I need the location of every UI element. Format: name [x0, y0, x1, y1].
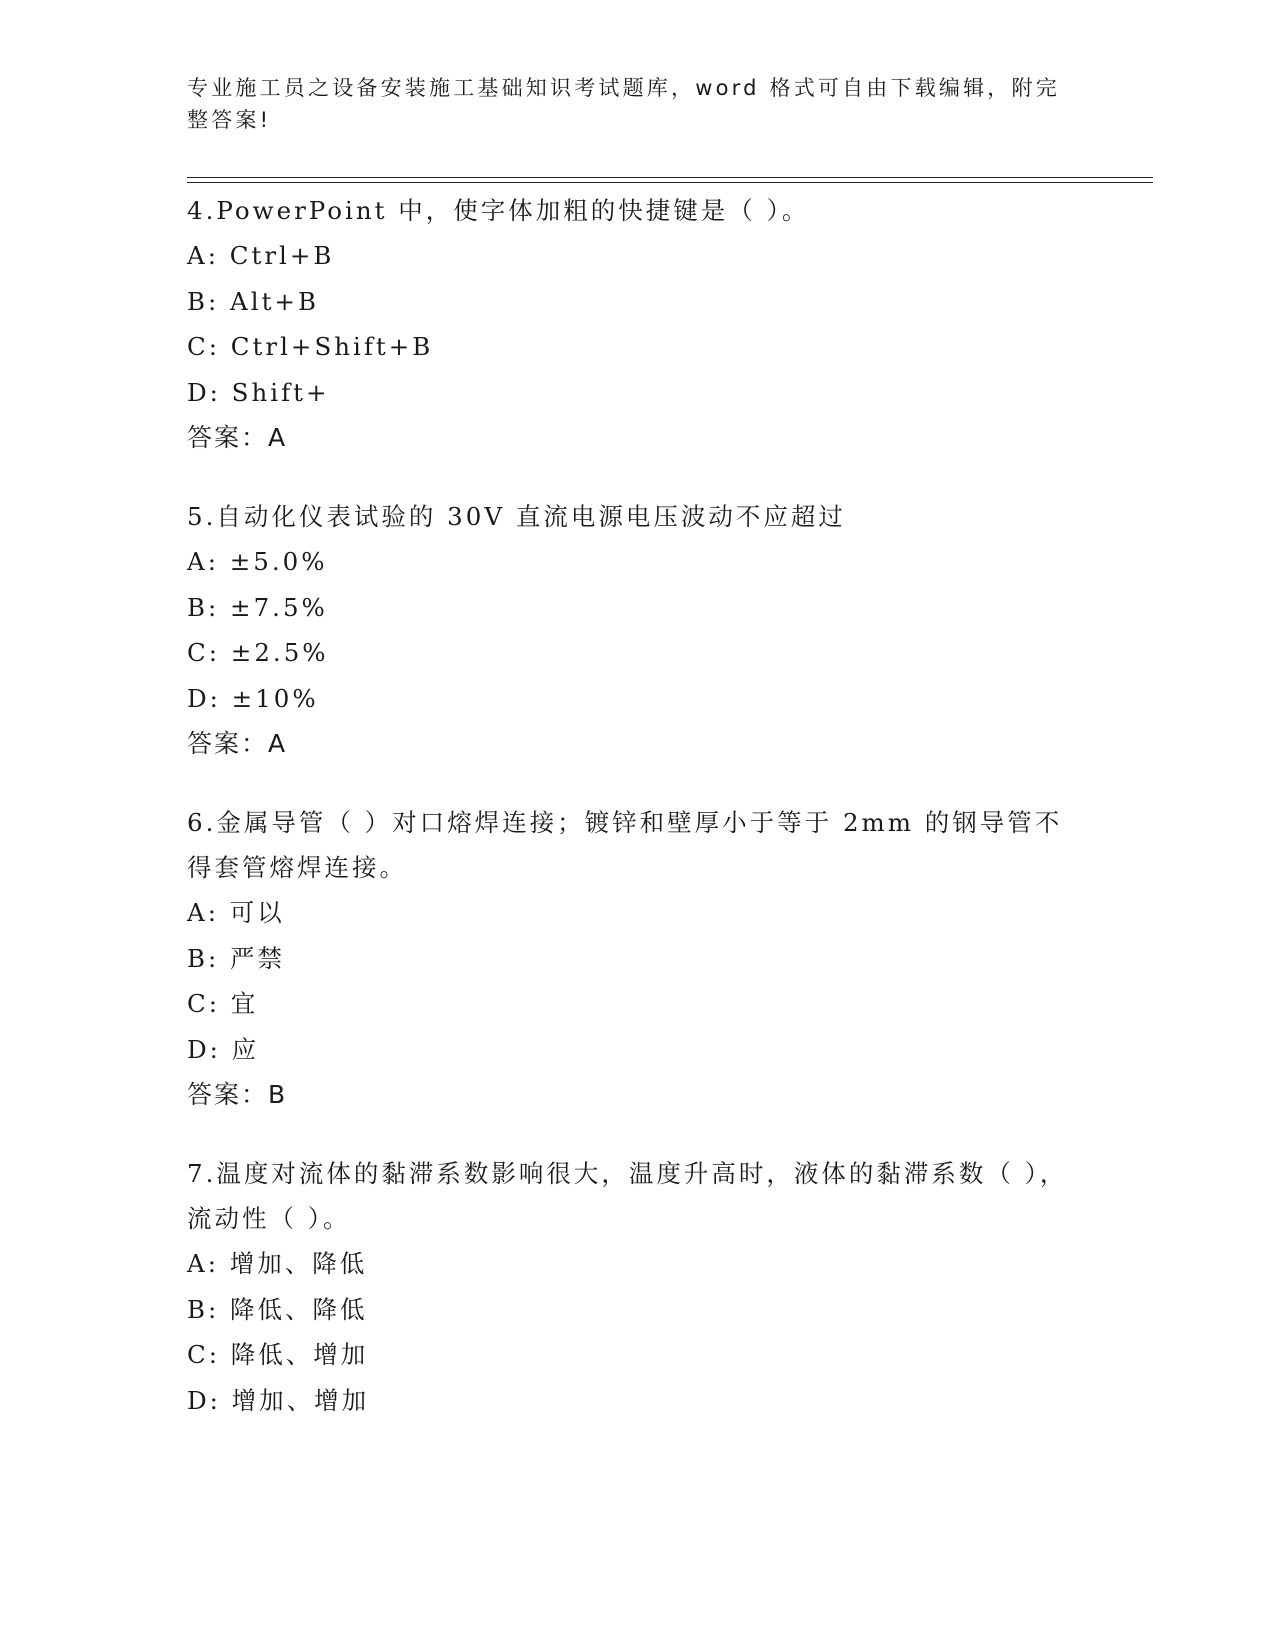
option-a: A: ±5.0% [187, 547, 328, 576]
option-d: D: 增加、增加 [187, 1385, 370, 1415]
question-4 [187, 188, 1087, 460]
document-header: 专业施工员之设备安装施工基础知识考试题库，word 格式可自由下载编辑，附完整答案! [187, 76, 1060, 132]
option-b: B: Alt+B [187, 286, 319, 316]
option-d: D: 应 [187, 1034, 260, 1064]
question-stem: 4.PowerPoint 中，使字体加粗的快捷键是（ ）。 [187, 196, 810, 225]
answer: 答案：A [187, 729, 288, 758]
question-stem: 6.金属导管（ ）对口熔焊连接；镀锌和壁厚小于等于 2mm 的钢导管不得套管熔焊连接。 [187, 808, 1063, 882]
option-c: C: 宜 [187, 989, 259, 1018]
option-d: D: ±10% [187, 683, 319, 713]
option-c: C: Ctrl+Shift+B [187, 332, 434, 361]
question-list [187, 188, 1087, 1457]
option-b: B: 严禁 [187, 943, 286, 973]
question-5 [187, 494, 1087, 766]
question-stem: 5.自动化仪表试验的 30V 直流电源电压波动不应超过 [187, 502, 846, 531]
question-6 [187, 800, 1087, 1117]
option-c: C: 降低、增加 [187, 1340, 369, 1369]
option-a: A: 增加、降低 [187, 1249, 368, 1278]
option-a: A: Ctrl+B [187, 241, 335, 270]
answer: 答案：B [187, 1080, 288, 1109]
option-b: B: 降低、降低 [187, 1294, 368, 1324]
option-a: A: 可以 [187, 898, 285, 927]
option-c: C: ±2.5% [187, 638, 329, 667]
header-divider-top [187, 177, 1153, 178]
answer: 答案：A [187, 423, 288, 452]
question-stem: 7.温度对流体的黏滞系数影响很大，温度升高时，液体的黏滞系数（ ），流动性（ ）。 [187, 1159, 1068, 1233]
option-b: B: ±7.5% [187, 592, 328, 622]
header-divider-bottom [187, 182, 1153, 183]
question-7 [187, 1151, 1087, 1423]
option-d: D: Shift+ [187, 377, 330, 407]
